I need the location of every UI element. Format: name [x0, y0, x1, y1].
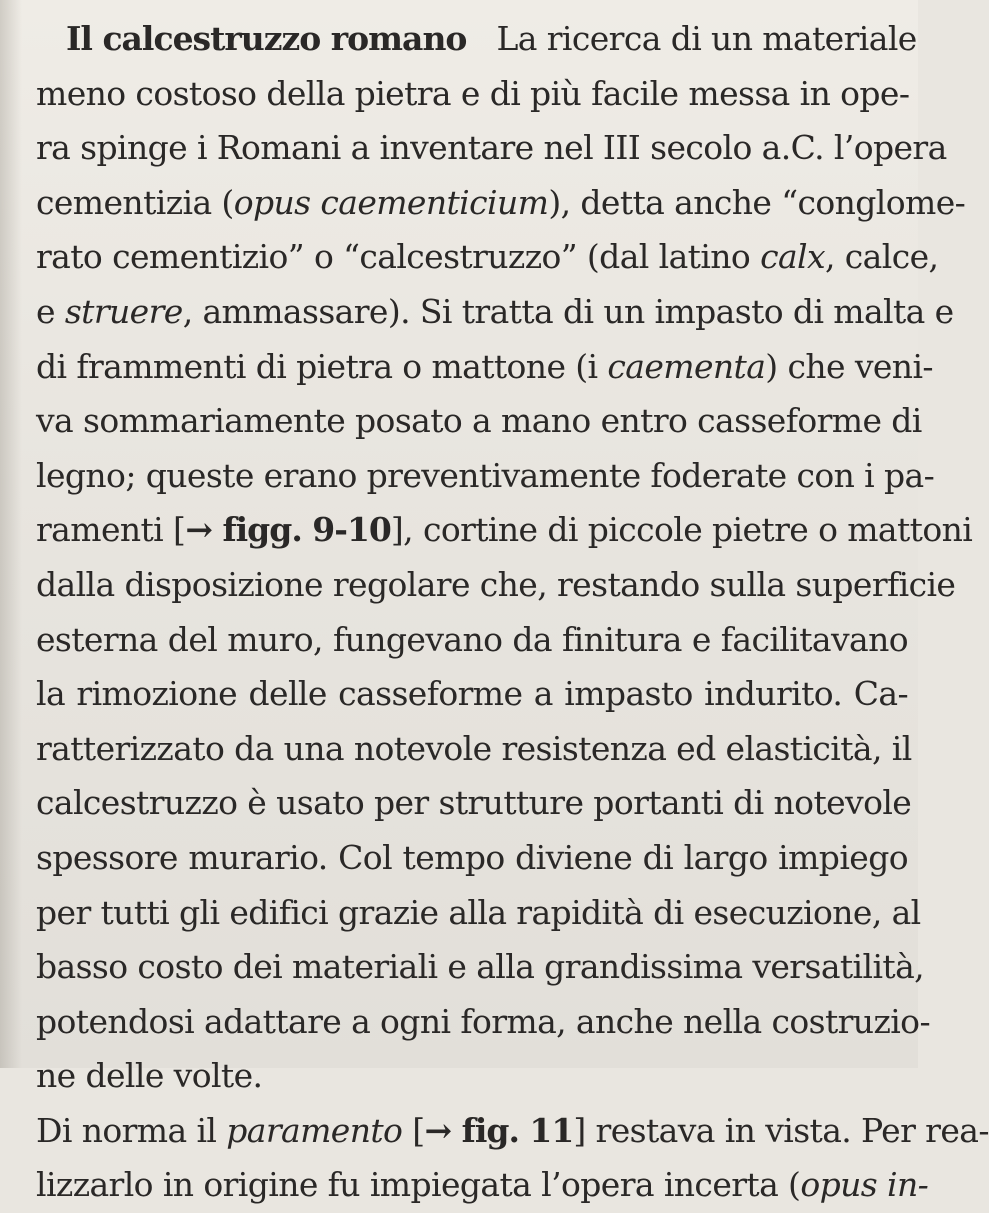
latin-term: opus in- — [800, 1165, 929, 1205]
latin-term: caementa — [607, 346, 766, 386]
latin-term: calx — [760, 237, 826, 277]
text-line-6: e struere, ammassare). Si tratta di un impasto di malta e — [36, 291, 954, 331]
section-heading: Il calcestruzzo romano — [66, 19, 467, 58]
text-line-10: ramenti [→ figg. 9-10], cortine di piccole pietre o mattoni — [36, 510, 973, 550]
text-line-16: spessore murario. Col tempo diviene di largo impiego — [36, 837, 908, 877]
text-line-13: la rimozione delle casseforme a impasto indurito. Ca- — [36, 674, 908, 714]
text-line-9: legno; queste erano preventivamente foderate con i pa- — [36, 455, 935, 495]
latin-term: opus caementicium — [233, 182, 549, 222]
text-line-21: Di norma il paramento [→ fig. 11] restava in vista. Per rea- — [36, 1110, 989, 1150]
text-line-12: esterna del muro, fungevano da finitura e facilitavano — [36, 619, 908, 659]
text-line-5: rato cementizio” o “calcestruzzo” (dal latino calx, calce, — [36, 237, 939, 277]
text-line-15: calcestruzzo è usato per strutture portanti di notevole — [36, 783, 912, 823]
page-gutter-shadow — [0, 0, 22, 1068]
italic-term: paramento — [226, 1110, 403, 1150]
text-line-17: per tutti gli edifici grazie alla rapidità di esecuzione, al — [36, 892, 921, 932]
figure-reference-link[interactable]: → figg. 9-10 — [185, 510, 391, 550]
text-line-19: potendosi adattare a ogni forma, anche nella costruzio- — [36, 1001, 930, 1041]
body-text — [36, 12, 989, 1213]
text-line-20: ne delle volte. — [36, 1056, 263, 1096]
text-line-8: va sommariamente posato a mano entro casseforme di — [36, 401, 922, 441]
text-line-22: lizzarlo in origine fu impiegata l’opera incerta (opus in- — [36, 1165, 929, 1205]
text-line-3: ra spinge i Romani a inventare nel III secolo a.C. l’opera — [36, 128, 947, 168]
text-line-18: basso costo dei materiali e alla grandissima versatilità, — [36, 947, 925, 987]
text-line-14: ratterizzato da una notevole resistenza ed elasticità, il — [36, 728, 912, 768]
text-line-1: Il calcestruzzo romano La ricerca di un materiale — [66, 19, 917, 58]
text-line-4: cementizia (opus caementicium), detta anche “conglome- — [36, 182, 966, 222]
text-line-2: meno costoso della pietra e di più facile messa in ope- — [36, 73, 910, 113]
figure-reference-link[interactable]: → fig. 11 — [424, 1110, 574, 1150]
text-line-7: di frammenti di pietra o mattone (i caementa) che veni- — [36, 346, 933, 386]
text-line-11: dalla disposizione regolare che, restando sulla superficie — [36, 564, 956, 604]
latin-term: struere — [64, 291, 183, 331]
